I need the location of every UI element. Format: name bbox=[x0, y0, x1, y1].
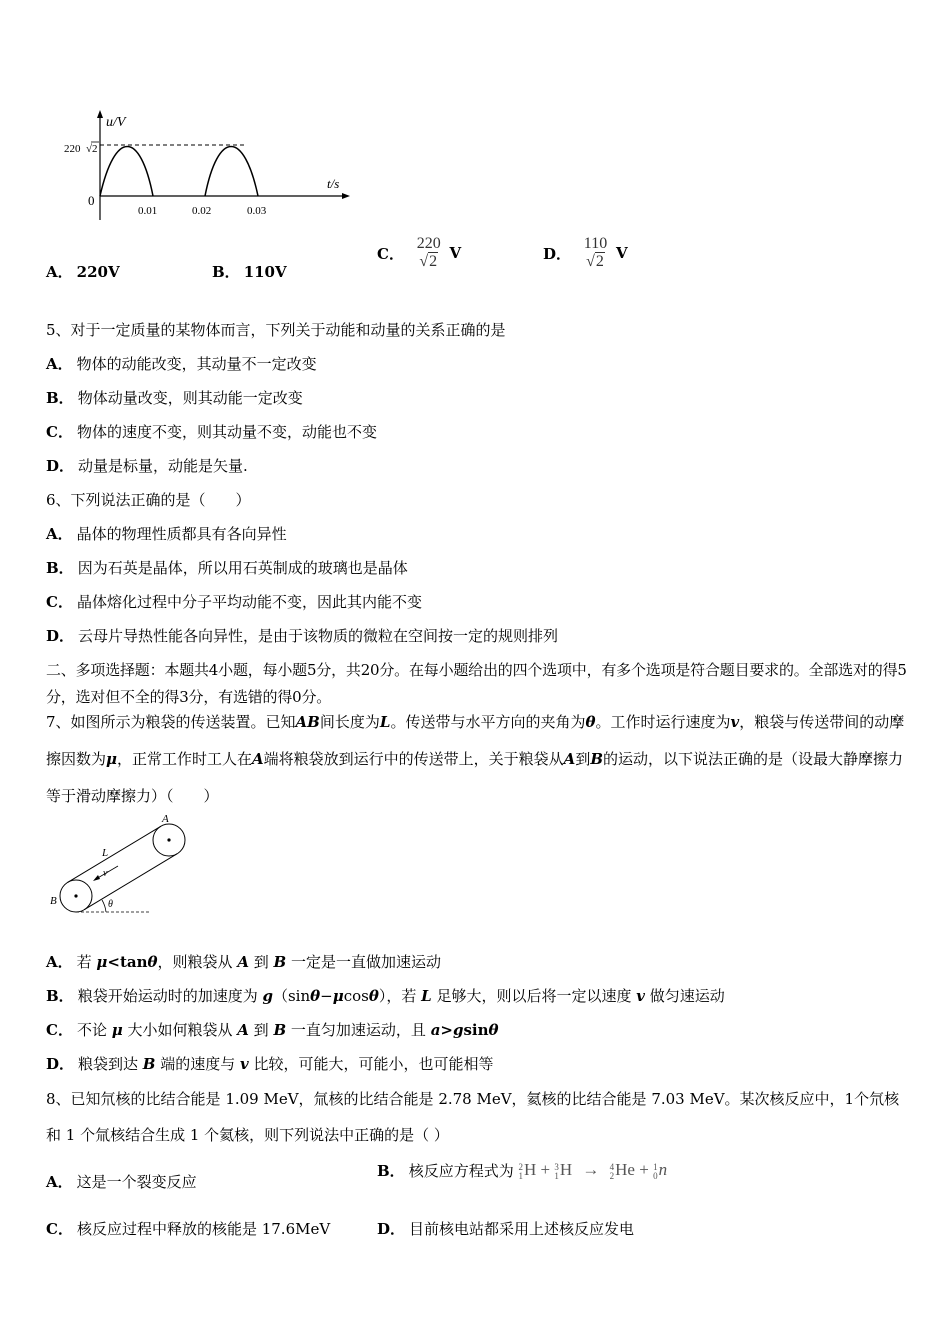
waveform-first-half bbox=[100, 147, 153, 197]
q6-option-c[interactable]: C． 晶体熔化过程中分子平均动能不变，因此其内能不变 bbox=[46, 593, 422, 611]
svg-text:L: L bbox=[102, 847, 109, 859]
q7-stem: 7、如图所示为粮袋的传送装置。已知AB间长度为L。传送带与水平方向的夹角为θ。工作时运行速度为v，粮袋与传送带间的动摩擦因数为μ，正常工作时工人在A端将粮袋放到运行中的传送带上，关于粮袋从A到B的运动，以下说法正确的是（设最大静摩擦力等于滑动摩擦力）（ ） bbox=[46, 713, 905, 805]
svg-text:θ: θ bbox=[108, 899, 113, 910]
q6-option-b[interactable]: B． 因为石英是晶体，所以用石英制成的玻璃也是晶体 bbox=[46, 559, 408, 577]
nuclear-equation: 2 1 H + 3 1 H → 4 2 He + 1 0 n bbox=[518, 1160, 668, 1181]
conveyor-belt-figure bbox=[46, 808, 206, 918]
q8-option-a[interactable]: A． 这是一个裂变反应 bbox=[46, 1173, 197, 1191]
origin-label: 0 bbox=[88, 193, 95, 208]
tick-002: 0.02 bbox=[192, 205, 212, 217]
voltage-time-graph bbox=[60, 108, 380, 238]
belt-upper bbox=[68, 826, 161, 882]
q8-option-d[interactable]: D． 目前核电站都采用上述核反应发电 bbox=[377, 1220, 635, 1238]
belt-lower bbox=[84, 854, 177, 910]
waveform-second-half bbox=[205, 147, 258, 197]
q5-option-a[interactable]: A． 物体的动能改变，其动量不一定改变 bbox=[46, 355, 317, 373]
q7-option-d[interactable]: D． 粮袋到达 B 端的速度与 v 比较，可能大，可能小，也可能相等 bbox=[46, 1055, 494, 1073]
svg-text:v: v bbox=[103, 868, 108, 879]
q4-option-d[interactable]: D． 110 √2 V bbox=[543, 235, 628, 270]
q7-option-a[interactable]: A． 若 μ<tanθ，则粮袋从 A 到 B 一定是一直做加速运动 bbox=[46, 953, 441, 971]
q5-option-b[interactable]: B． 物体动量改变，则其动能一定改变 bbox=[46, 389, 303, 407]
q6-option-a[interactable]: A． 晶体的物理性质都具有各向异性 bbox=[46, 525, 287, 543]
q8-option-b[interactable]: B． 核反应方程式为 2 1 H + 3 1 H → 4 2 He + 1 0 n bbox=[377, 1160, 668, 1181]
svg-text:A: A bbox=[162, 813, 169, 825]
q8-option-c[interactable]: C． 核反应过程中释放的核能是 17.6MeV bbox=[46, 1220, 331, 1238]
svg-text:B: B bbox=[50, 895, 57, 907]
q5-option-d[interactable]: D． 动量是标量，动能是矢量. bbox=[46, 457, 248, 475]
y-axis-label: u/V bbox=[106, 115, 126, 130]
q4-option-a[interactable]: A． 220V bbox=[46, 263, 120, 281]
q7-option-c[interactable]: C． 不论 μ 大小如何粮袋从 A 到 B 一直匀加速运动，且 a>gsinθ bbox=[46, 1021, 499, 1039]
peak-sqrt-sign: √ bbox=[86, 143, 93, 155]
x-axis-label: t/s bbox=[327, 176, 340, 191]
q8-stem: 8、已知氘核的比结合能是 1.09 MeV，氚核的比结合能是 2.78 MeV，氦核的比结合能是 7.03 MeV。某次核反应中，1个氘核和 1 个氚核结合生成 1 个氦核，则下列说法中正确的是（ ） bbox=[46, 1090, 900, 1144]
peak-value-label: 220 bbox=[64, 143, 81, 155]
q4-option-c[interactable]: C． 220 √2 V bbox=[377, 235, 462, 270]
x-axis-arrow bbox=[342, 193, 350, 199]
q6-stem: 6、下列说法正确的是（ ） bbox=[46, 491, 251, 509]
fraction-220-over-sqrt2: 220 √2 bbox=[416, 235, 441, 270]
q6-option-d[interactable]: D． 云母片导热性能各向异性，是由于该物质的微粒在空间按一定的规则排列 bbox=[46, 627, 559, 645]
q7-option-b[interactable]: B． 粮袋开始运动时的加速度为 g（sinθ−μcosθ），若 L 足够大，则以后将一定以速度 v 做匀速运动 bbox=[46, 987, 725, 1005]
tick-003: 0.03 bbox=[247, 205, 267, 217]
section2-heading: 二、多项选择题：本题共4小题，每小题5分，共20分。在每小题给出的四个选项中，有多个选项是符合题目要求的。全部选对的得5分，选对但不全的得3分，有选错的得0分。 bbox=[46, 661, 907, 706]
fraction-110-over-sqrt2: 110 √2 bbox=[583, 235, 608, 270]
q4-option-b[interactable]: B． 110V bbox=[212, 263, 287, 281]
q5-stem: 5、对于一定质量的某物体而言，下列关于动能和动量的关系正确的是 bbox=[46, 321, 506, 339]
peak-sqrt-value: 2 bbox=[92, 143, 98, 155]
q5-option-c[interactable]: C． 物体的速度不变，则其动量不变，动能也不变 bbox=[46, 423, 377, 441]
y-axis-arrow bbox=[97, 110, 103, 118]
tick-001: 0.01 bbox=[138, 205, 158, 217]
